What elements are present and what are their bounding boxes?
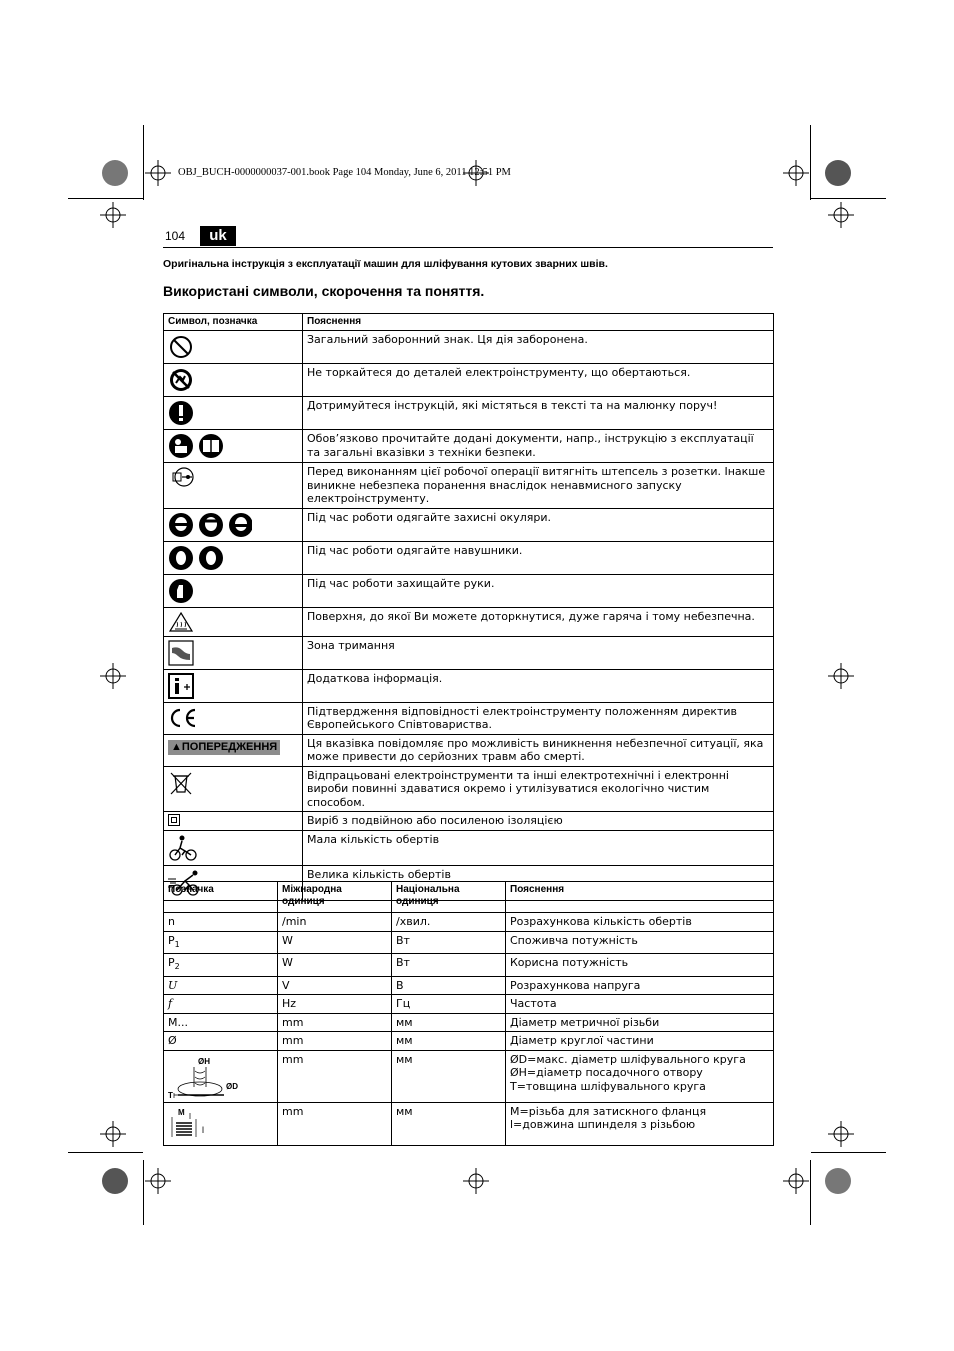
spindle-diagram bbox=[168, 1105, 228, 1141]
section-heading: Використані символи, скорочення та поняття. bbox=[163, 283, 485, 299]
svg-text:M: M bbox=[178, 1107, 185, 1117]
exclamation-icon bbox=[168, 400, 194, 426]
table-row: $P_1$ W Вт Споживча потужність bbox=[164, 931, 774, 954]
slow-cyclist-icon bbox=[168, 834, 198, 862]
gloves-icon bbox=[168, 578, 194, 604]
warning-label: ▲ПОПЕРЕДЖЕННЯ bbox=[168, 740, 280, 756]
no-touch-rotating-icon bbox=[168, 367, 194, 393]
prohibition-icon bbox=[168, 334, 194, 360]
table-row: Ø mm мм Діаметр круглої частини bbox=[164, 1032, 774, 1051]
table-row: $P_2$ W Вт Корисна потужність bbox=[164, 954, 774, 977]
language-tab: uk bbox=[200, 226, 236, 246]
symbols-table bbox=[163, 313, 774, 901]
double-insulation-icon bbox=[168, 814, 180, 826]
ear-protection-icon bbox=[168, 545, 224, 571]
page-number: 104 bbox=[165, 229, 186, 243]
svg-text:ØH: ØH bbox=[198, 1056, 210, 1066]
list-item: Зона тримання bbox=[303, 636, 774, 669]
col-explanation-header: Пояснення bbox=[303, 314, 774, 331]
list-item: Відпрацьовані електроінструменти та інші електротехнічні і електронні вироби повинні здаватися окремо і утилізуватися екологічно чистим способом. bbox=[303, 766, 774, 812]
list-item: Поверхня, до якої Ви можете доторкнутися, дуже гаряча і тому небезпечна. bbox=[303, 607, 774, 636]
table-row: M... mm мм Діаметр метричної різьби bbox=[164, 1013, 774, 1032]
table-row: n /min /хвил. Розрахункова кількість обертів bbox=[164, 913, 774, 932]
units-table bbox=[163, 881, 774, 1146]
disc-diagram bbox=[168, 1053, 248, 1099]
list-item: Загальний заборонний знак. Ця дія заборонена. bbox=[303, 331, 774, 364]
list-item: Не торкайтеся до деталей електроінструменту, що обертаються. bbox=[303, 364, 774, 397]
print-slug: OBJ_BUCH-0000000037-001.book Page 104 Monday, June 6, 2011 12:51 PM bbox=[178, 167, 511, 178]
table-row: U V В Розрахункова напруга bbox=[164, 976, 774, 995]
read-manual-icon bbox=[168, 433, 224, 459]
list-item: Ця вказівка повідомляє про можливість виникнення небезпечної ситуації, яка може привести до серйозних травм або смерті. bbox=[303, 734, 774, 766]
list-item: Обов’язково прочитайте додані документи, напр., інструкцію з експлуатації та загальні вказівки з техніки безпеки. bbox=[303, 430, 774, 463]
table-row: M l mm мм M=різьба для затискного фланця l=довжина шпинделя з різьбою bbox=[164, 1102, 774, 1145]
list-item: Перед виконанням цієї робочої операції витягніть штепсель з розетки. Інакше виникне небезпека поранення внаслідок ненавмисного запуску електроінструменту. bbox=[303, 463, 774, 509]
col-intl-unit-header: Міжнародна одиниця bbox=[278, 882, 392, 913]
col-national-unit-header: Національна одиниця bbox=[392, 882, 506, 913]
list-item: Підтвердження відповідності електроінструменту положенням директив Європейського Співтовариства. bbox=[303, 702, 774, 734]
col-designation-header: Позначка bbox=[164, 882, 278, 913]
info-icon bbox=[168, 673, 194, 699]
grip-zone-icon bbox=[168, 640, 194, 666]
warning-triangle-icon: ▲ bbox=[171, 740, 182, 753]
col-explanation-header: Пояснення bbox=[506, 882, 774, 913]
list-item: Під час роботи захищайте руки. bbox=[303, 574, 774, 607]
list-item: Під час роботи одягайте захисні окуляри. bbox=[303, 508, 774, 541]
col-symbol-header: Символ, позначка bbox=[164, 314, 303, 331]
safety-glasses-icon bbox=[168, 512, 252, 538]
list-item: Виріб з подвійною або посиленою ізоляцією bbox=[303, 812, 774, 831]
list-item: Дотримуйтеся інструкцій, які містяться в тексті та на малюнку поруч! bbox=[303, 397, 774, 430]
list-item: Мала кількість обертів bbox=[303, 830, 774, 865]
unplug-icon bbox=[168, 466, 196, 488]
list-item: Додаткова інформація. bbox=[303, 669, 774, 702]
svg-text:T: T bbox=[168, 1090, 173, 1099]
header-rule bbox=[163, 247, 773, 248]
table-row: f Hz Гц Частота bbox=[164, 995, 774, 1014]
crossed-bin-icon bbox=[168, 770, 194, 796]
list-item: Велика кількість обертів bbox=[303, 865, 774, 900]
document-subtitle: Оригінальна інструкція з експлуатації машин для шліфування кутових зварних швів. bbox=[163, 258, 608, 270]
ce-mark-icon bbox=[168, 706, 198, 730]
svg-text:l: l bbox=[202, 1124, 204, 1135]
list-item: Під час роботи одягайте навушники. bbox=[303, 541, 774, 574]
table-row: ØH ØD T mm мм ØD=макс. діаметр шліфувального круга ØH=діаметр посадочного отвору T=товщина шліфувального круга bbox=[164, 1050, 774, 1102]
hot-surface-icon bbox=[168, 611, 194, 633]
svg-text:ØD: ØD bbox=[226, 1081, 238, 1091]
